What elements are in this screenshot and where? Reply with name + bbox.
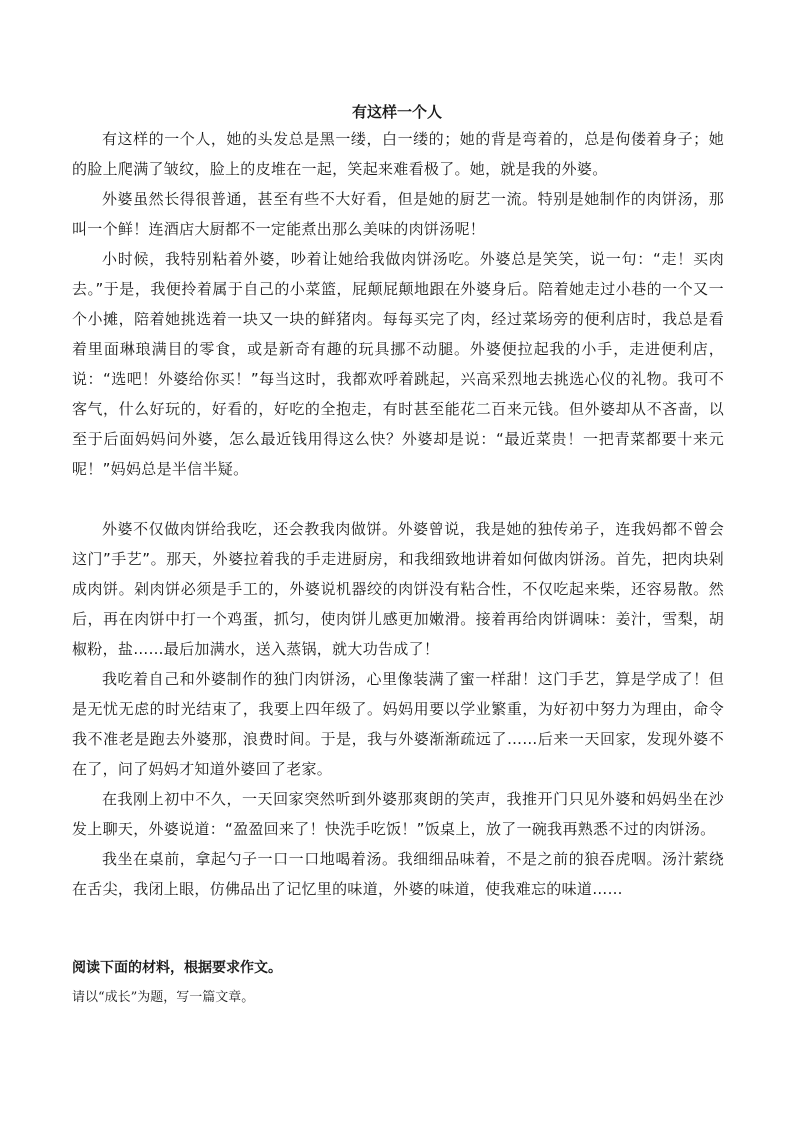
essay-body [72, 124, 724, 904]
essay-paragraph-4: 外婆不仅做肉饼给我吃，还会教我肉做饼。外婆曾说，我是她的独传弟子，连我妈都不曾会这门”手艺”。那天，外婆拉着我的手走进厨房，和我细致地讲着如何做肉饼汤。首先，把肉块剁成肉饼。剁肉饼必须是手工的，外婆说机器绞的肉饼没有粘合性，不仅吃起来柴，还容易散。然后，再在肉饼中打一个鸡蛋，抓匀，使肉饼儿感更加嫩滑。接着再给肉饼调味：姜汁，雪梨，胡椒粉，盐……最后加满水，送入蒸锅，就大功告成了！ [72, 520, 724, 658]
writing-prompt-heading: 阅读下面的材料，根据要求作文。 [72, 960, 282, 976]
essay-paragraph-2: 外婆虽然长得很普通，甚至有些不大好看，但是她的厨艺一流。特别是她制作的肉饼汤，那叫一个鲜！连酒店大厨都不一定能煮出那么美味的肉饼汤呢！ [72, 190, 724, 238]
essay-title: 有这样一个人 [351, 103, 442, 121]
essay-paragraph-6: 在我刚上初中不久，一天回家突然听到外婆那爽朗的笑声，我推开门只见外婆和妈妈坐在沙发上聊天，外婆说道：“盈盈回来了！快洗手吃饭！”饭桌上，放了一碗我再熟悉不过的肉饼汤。 [72, 790, 724, 838]
essay-paragraph-3: 小时候，我特别粘着外婆，吵着让她给我做肉饼汤吃。外婆总是笑笑，说一句：“走！买肉去。”于是，我便拎着属于自己的小菜篮，屁颠屁颠地跟在外婆身后。陪着她走过小巷的一个又一个小摊，陪着她挑选着一块又一块的鲜猪肉。每每买完了肉，经过菜场旁的便利店时，我总是看着里面琳琅满目的零食，或是新奇有趣的玩具挪不动腿。外婆便拉起我的小手，走进便利店，说：“选吧！外婆给你买！”每当这时，我都欢呼着跳起，兴高采烈地去挑选心仪的礼物。我可不客气，什么好玩的，好看的，好吃的全抱走，有时甚至能花二百来元钱。但外婆却从不吝啬，以至于后面妈妈问外婆，怎么最近钱用得这么快？外婆却是说：“最近菜贵！一把青菜都要十来元呢！”妈妈总是半信半疑。 [72, 250, 724, 478]
paragraph-spacer [72, 484, 724, 514]
essay-paragraph-5: 我吃着自己和外婆制作的独门肉饼汤，心里像装满了蜜一样甜！这门手艺，算是学成了！但是无忧无虑的时光结束了，我要上四年级了。妈妈用要以学业繁重，为好初中努力为理由，命令我不准老是跑去外婆那，浪费时间。于是，我与外婆渐渐疏远了……后来一天回家，发现外婆不在了，问了妈妈才知道外婆回了老家。 [72, 670, 724, 778]
essay-paragraph-7: 我坐在桌前，拿起勺子一口一口地喝着汤。我细细品味着，不是之前的狼吞虎咽。汤汁萦绕在舌尖，我闭上眼，仿佛品出了记忆里的味道，外婆的味道，使我难忘的味道…… [72, 850, 724, 898]
writing-prompt-instruction: 请以“成长”为题，写一篇文章。 [72, 990, 255, 1005]
essay-paragraph-1: 有这样的一个人，她的头发总是黑一缕，白一缕的；她的背是弯着的，总是佝偻着身子；她的脸上爬满了皱纹，脸上的皮堆在一起，笑起来难看极了。她，就是我的外婆。 [72, 130, 724, 178]
